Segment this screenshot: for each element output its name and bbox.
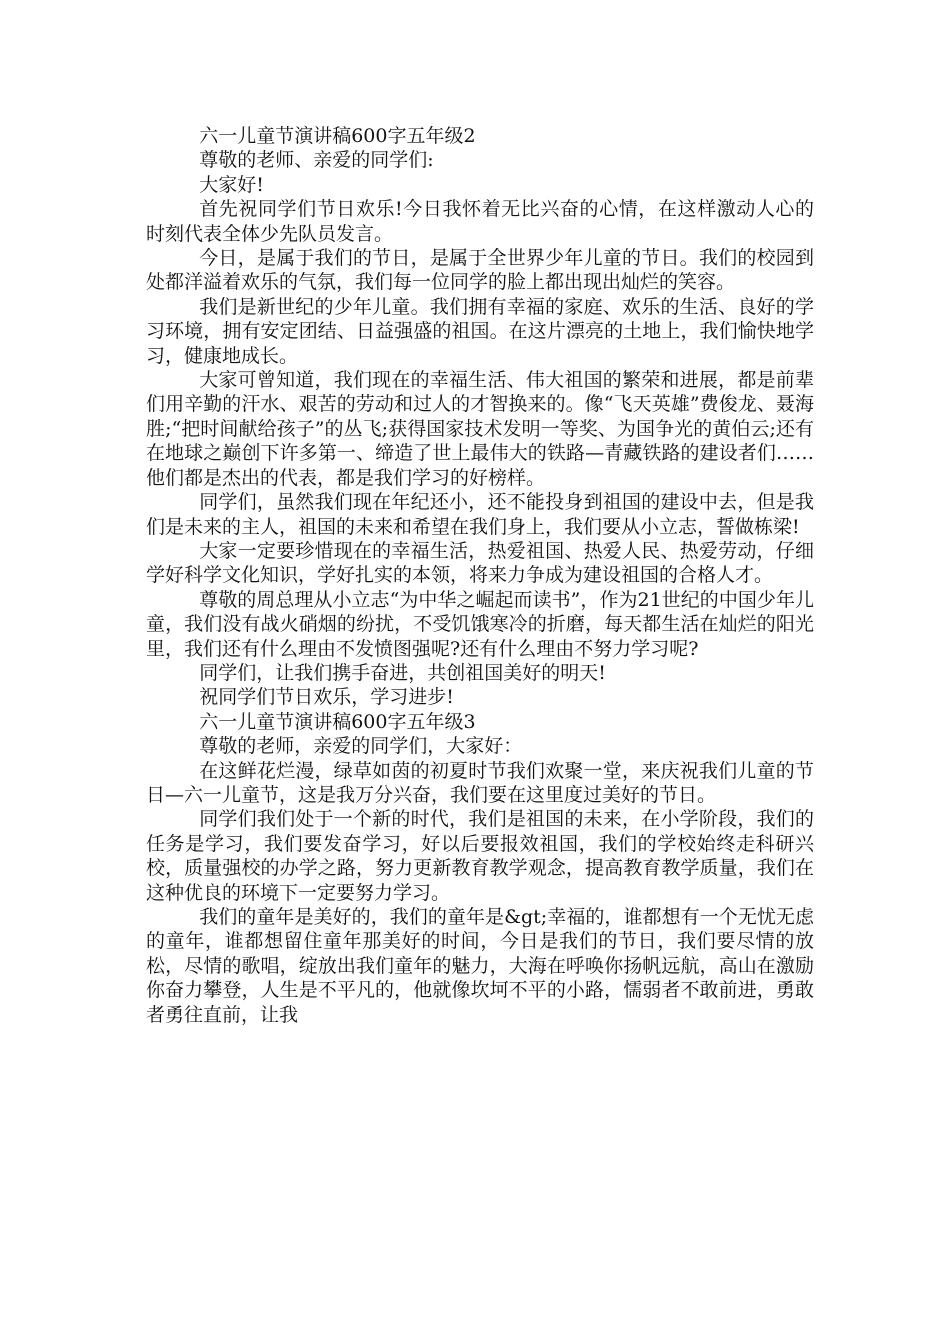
greeting: 大家好! xyxy=(199,173,264,196)
section-heading-2: 六一儿童节演讲稿600字五年级3 xyxy=(199,710,476,733)
paragraph: 在这鲜花烂漫，绿草如茵的初夏时节我们欢聚一堂，来庆祝我们儿童的节日—六一儿童节，这是我万分兴奋，我们要在这里度过美好的节日。 xyxy=(146,759,814,806)
document-body xyxy=(146,124,814,1027)
paragraph: 同学们我们处于一个新的时代，我们是祖国的未来，在小学阶段，我们的任务是学习，我们要发奋学习，好以后要报效祖国，我们的学校始终走科研兴校，质量强校的办学之路，努力更新教育教学观念，提高教育教学质量，我们在这种优良的环境下一定要努力学习。 xyxy=(146,808,814,904)
paragraph: 首先祝同学们节日欢乐!今日我怀着无比兴奋的心情，在这样激动人心的时刻代表全体少先队员发言。 xyxy=(146,198,814,245)
paragraph: 同学们，让我们携手奋进，共创祖国美好的明天! xyxy=(199,661,606,684)
paragraph: 今日，是属于我们的节日，是属于全世界少年儿童的节日。我们的校园到处都洋溢着欢乐的气氛，我们每一位同学的脸上都出现出灿烂的笑容。 xyxy=(146,247,814,294)
paragraph: 大家一定要珍惜现在的幸福生活，热爱祖国、热爱人民、热爱劳动，仔细学好科学文化知识，学好扎实的本领，将来力争成为建设祖国的合格人才。 xyxy=(146,539,814,587)
paragraph: 大家可曾知道，我们现在的幸福生活、伟大祖国的繁荣和进展，都是前辈们用辛勤的汗水、艰苦的劳动和过人的才智换来的。像“飞天英雄”费俊龙、聂海胜;“把时间献给孩子”的丛飞;获得国家技术发明一等奖、为国争光的黄伯云;还有在地球之巅创下许多第一、缔造了世上最伟大的铁路—青藏铁路的建设者们……他们都是杰出的代表，都是我们学习的好榜样。 xyxy=(146,369,814,489)
paragraph: 尊敬的周总理从小立志“为中华之崛起而读书”，作为21世纪的中国少年儿童，我们没有战火硝烟的纷扰，不受饥饿寒冷的折磨，每天都生活在灿烂的阳光里，我们还有什么理由不发愤图强呢?还有什么理由不努力学习呢? xyxy=(146,588,814,660)
section-heading-1: 六一儿童节演讲稿600字五年级2 xyxy=(199,125,476,147)
paragraph: 祝同学们节日欢乐，学习进步! xyxy=(199,686,454,709)
paragraph: 我们是新世纪的少年儿童。我们拥有幸福的家庭、欢乐的生活、良好的学习环境，拥有安定团结、日益强盛的祖国。在这片漂亮的土地上，我们愉快地学习，健康地成长。 xyxy=(146,295,814,367)
paragraph: 我们的童年是美好的，我们的童年是&gt;幸福的，谁都想有一个无忧无虑的童年，谁都想留住童年那美好的时间，今日是我们的节日，我们要尽情的放松，尽情的歌唱，绽放出我们童年的魅力，大海在呼唤你扬帆远航，高山在激励你奋力攀登，人生是不平凡的，他就像坎坷不平的小路，懦弱者不敢前进，勇敢者勇往直前，让我 xyxy=(146,906,814,1026)
salutation: 尊敬的老师，亲爱的同学们，大家好： xyxy=(199,735,523,758)
paragraph: 同学们，虽然我们现在年纪还小，还不能投身到祖国的建设中去，但是我们是未来的主人，祖国的未来和希望在我们身上，我们要从小立志，誓做栋梁! xyxy=(146,491,814,538)
salutation: 尊敬的老师、亲爱的同学们: xyxy=(199,149,434,172)
